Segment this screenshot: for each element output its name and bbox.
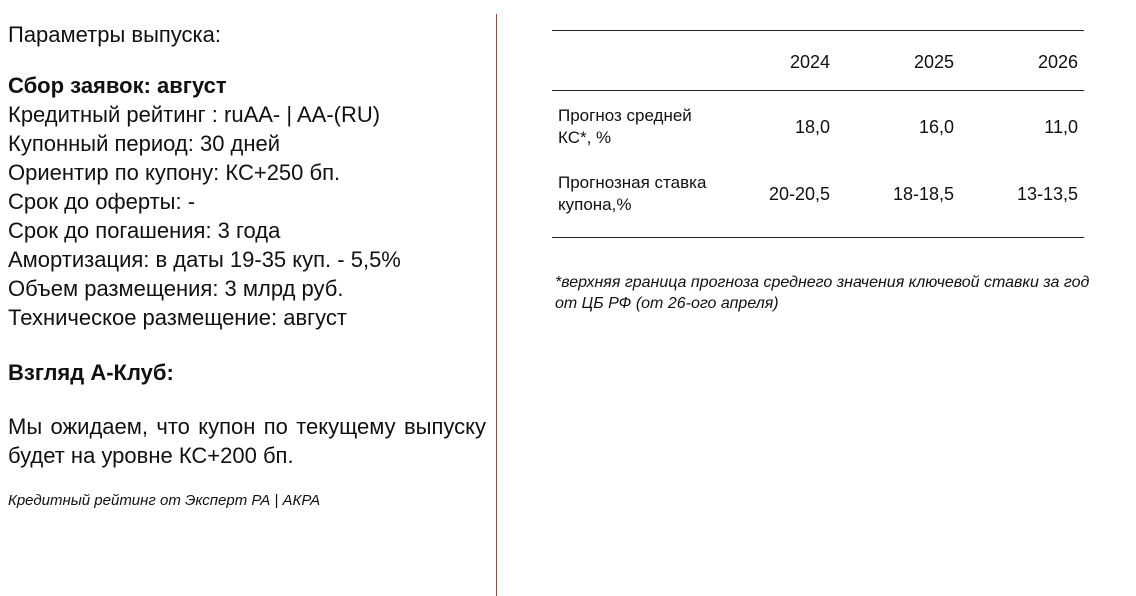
column-header: 2025 [913, 51, 954, 72]
table-row [552, 159, 1084, 238]
issue-parameters-panel [8, 20, 486, 510]
row-label: Прогнозная ставка купона,% [558, 173, 707, 214]
table-cell: 18,0 [794, 116, 830, 137]
view-text: Мы ожидаем, что купон по текущему выпуску будет на уровне КС+200 бп. [8, 414, 486, 468]
param-offer-term: Срок до оферты: - [8, 189, 196, 214]
forecast-table [552, 30, 1084, 238]
table-cell: 11,0 [1044, 116, 1078, 137]
table-footnote: *верхняя граница прогноза среднего значения ключевой ставки за год от ЦБ РФ (от 26-ого апреля) [555, 274, 1090, 312]
param-coupon-period: Купонный период: 30 дней [8, 131, 281, 156]
param-amortization: Амортизация: в даты 19-35 куп. - 5,5% [8, 247, 401, 272]
column-header: 2024 [789, 51, 830, 72]
table-cell: 20-20,5 [768, 183, 830, 204]
table-cell: 18-18,5 [892, 183, 954, 204]
column-header [552, 31, 722, 91]
param-volume: Объем размещения: 3 млрд руб. [8, 276, 344, 301]
table-header-row [552, 31, 1084, 91]
param-credit-rating: Кредитный рейтинг : ruAA- | AA-(RU) [8, 102, 381, 127]
table-row [552, 91, 1084, 160]
param-coupon-guidance: Ориентир по купону: КС+250 бп. [8, 160, 341, 185]
table-cell: 13-13,5 [1016, 183, 1078, 204]
forecast-table-container [552, 30, 1084, 238]
column-header: 2026 [1037, 51, 1078, 72]
view-title: Взгляд А-Клуб: [8, 360, 174, 385]
row-label: Прогноз средней КС*, % [558, 106, 692, 147]
param-maturity: Срок до погашения: 3 года [8, 218, 281, 243]
collection-line: Сбор заявок: август [8, 73, 227, 98]
rating-source-note: Кредитный рейтинг от Эксперт РА | АКРА [8, 492, 321, 509]
vertical-divider [496, 14, 497, 596]
issue-parameters-heading: Параметры выпуска: [8, 22, 222, 47]
param-technical-placement: Техническое размещение: август [8, 305, 347, 330]
table-cell: 16,0 [918, 116, 954, 137]
